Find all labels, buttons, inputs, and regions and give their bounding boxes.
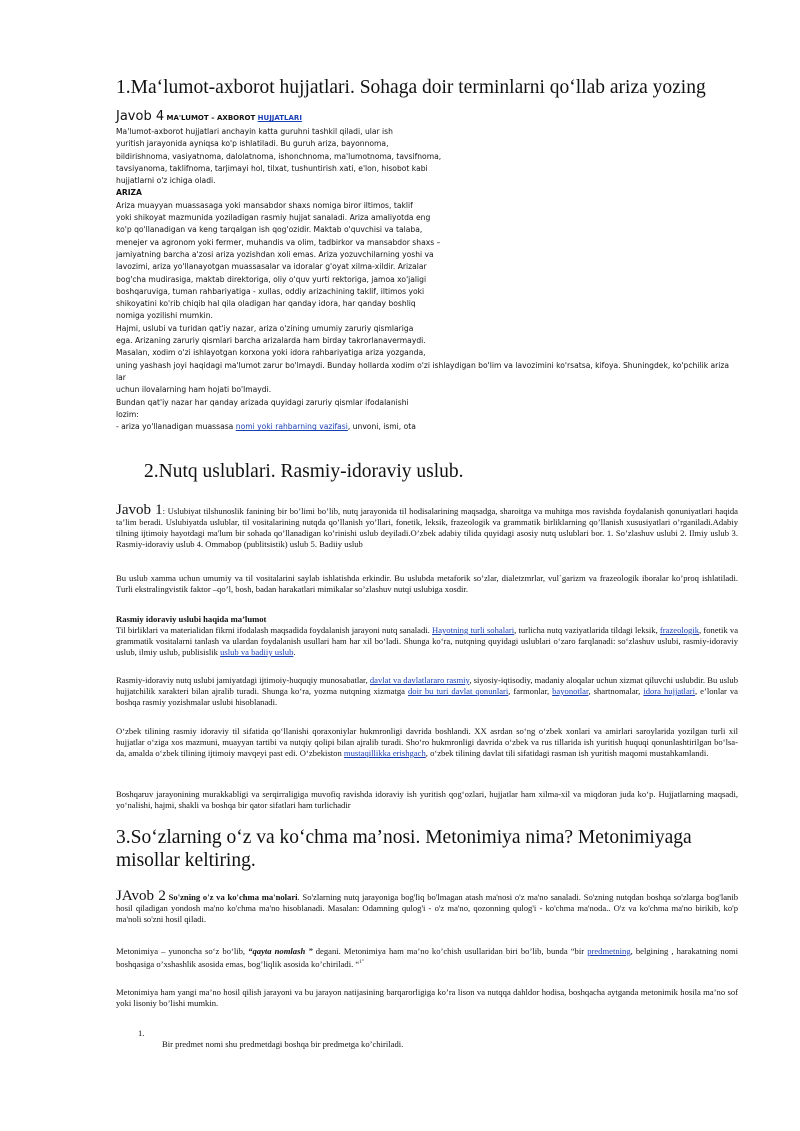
- inline-link[interactable]: frazeologik: [659, 625, 700, 635]
- text-line: Ma'lumot-axborot hujjatlari anchayin katta guruhni tashkil qiladi, ular ish: [116, 127, 393, 136]
- answer-heading: MA'LUMOT – AXBOROT: [166, 114, 256, 122]
- inline-link[interactable]: mustaqillikka erishgach: [343, 748, 426, 758]
- text-line: hujjatlarni o'z ichiga oladi.: [116, 176, 216, 186]
- text-line: bildirishnoma, vasiyatnoma, dalolatnoma, ishonchnoma, ma'lumotnoma, tavsifnoma,: [116, 151, 442, 161]
- inline-link[interactable]: predmetning: [587, 946, 631, 956]
- text-line: menejer va agronom yoki fermer, muhandis va olim, tadbirkor va mansabdor shaxs –: [116, 237, 441, 247]
- italic-term: “qayta nomlash ”: [248, 946, 313, 956]
- bold-term: So'zning o'z va ko'chma ma'nolari: [168, 892, 298, 902]
- answer-heading-link[interactable]: HUJJATLARI: [257, 114, 302, 122]
- ariza-paragraph: [116, 200, 756, 421]
- section-3-paragraph-1: [116, 888, 739, 925]
- inline-link[interactable]: uslub va badiiy uslub: [220, 647, 294, 657]
- section-3-title: 3.So‘zlarning o‘z va ko‘chma ma’nosi. Metonimiya nima? Metonimiyaga misollar keltiring.: [116, 827, 692, 871]
- ariza-last-line: [116, 421, 756, 433]
- section-2-paragraph-4: [116, 675, 738, 708]
- text-span: , o‘zbek tilining davlat tili sifatidagi rasman ish yuritish maqomi mustahkamlandi.: [425, 748, 709, 758]
- text-line: Bundan qat'iy nazar har qanday arizada quyidagi zaruriy qismlar ifodalanishi: [116, 397, 409, 407]
- text-line: uning yashash joyi haqidagi ma'lumot zarur bo'lmaydi. Bunday hollarda xodim o'zi ishlaydigan bo'lim va lavozimini ko'rsatsa, kifoya. Shuningdek, ko'pchilik ariza: [116, 360, 730, 370]
- text-span: . So'zlarning nutq jarayoniga bog'liq bo'lmagan atash ma'nosi o'z ma'no sanaladi. So'zning nutqdan boshqa so'zlarga bog'lanib hosil qiladigan yondosh ma'no ko'chma ma'no hisoblanadi. Masalan: Odamning qulog'i - o'z ma'no, qozonning qulog'i - ko'chma ma'noda.. O'z va ko'chma ma'no birikib, ko'p ma'noli so'zni hosil qiladi.: [116, 892, 739, 924]
- text-span: Rasmiy-idoraviy nutq uslubi jamiyatdagi ijtimoiy-huquqiy munosabatlar,: [116, 675, 370, 685]
- section-2-paragraph-5: [116, 726, 738, 759]
- text-line: yuritish jarayonida ayniqsa ko'p ishlatiladi. Bu guruh ariza, bayonnoma,: [116, 139, 389, 149]
- section-1-answer: [116, 109, 756, 433]
- intro-paragraph: [116, 126, 756, 187]
- ariza-heading: ARIZA: [116, 188, 142, 198]
- answer-label: JAvob 2: [116, 888, 166, 904]
- text-span: .: [293, 647, 296, 657]
- text-line: lar: [116, 372, 126, 382]
- section-3-paragraph-3: Metonimiya ham yangi ma’no hosil qilish jarayoni va bu jarayon natijasining barqarorligiga ko’ra lison va nutqqa dahldor hodisa, boshqacha aytganda metonimik hosila ma’no sof yoki lisoniy bo’lishi mumkin.: [116, 987, 738, 1008]
- text-line: ega. Arizaning zaruriy qismlari barcha arizalarda ham birday takrorlanavermaydi.: [116, 336, 426, 346]
- text-line: nomiga yozilishi mumkin.: [116, 311, 213, 321]
- answer-label: Javob 4: [116, 109, 165, 124]
- section-2-paragraph-3: [116, 614, 738, 658]
- text-line: uchun ilovalarning ham hojati bo'lmaydi.: [116, 385, 272, 395]
- text-line: ko'p qo'llanadigan va keng tarqalgan ish qog'ozidir. Maktab o'quvchisi va talaba,: [116, 225, 423, 235]
- section-2-title: 2.Nutq uslublari. Rasmiy-idoraviy uslub.: [144, 461, 464, 482]
- inline-link[interactable]: nomi yoki rahbarning vazifasi: [235, 422, 348, 432]
- text-span: , belgining , harakatning nomi boshqasiga o’xshashlik asosida emas, bog’liqlik asosida ko’chiriladi. “: [116, 946, 738, 969]
- text-span: O‘zbek tilining rasmiy idoraviy til sifatida qo‘llanishi qoraxoniylar hukmronligi davrida boshlandi. XX asrdan so‘ng o‘zbek xonlari va amirlari saroylarida yozilgan turli xil hujjatlar o‘ziga xos mazmuni, muayyan tartibi va nutqiy qolipi bilan ajralib turadi. Sho‘ro hukmronligi davrida o‘zbek va rus tillarida ish yuritish huquqi qonunlashtirilgan bo‘lsa-da, amalda o‘zbek tilining ijtimoiy mavqeyi past edi. O‘zbekiston: [116, 726, 738, 758]
- text-span: , siyosiy-iqtisodiy, madaniy aloqalar uchun xizmat qiluvchi uslubdir. Bu uslub hujjatchilik xarakteri bilan ajralib turadi. Shunga ko‘ra, yozma nutqning xizmatga: [116, 675, 739, 696]
- text-span: - ariza yo'llanadigan muassasa: [116, 422, 236, 432]
- inline-link[interactable]: idora hujjatlari: [643, 686, 696, 696]
- text-line: shikoyatini ko'rib chiqib hal qila oladigan har qanday idora, har qanday boshliq: [116, 299, 416, 309]
- list-item-text: Bir predmet nomi shu predmetdagi boshqa bir predmetga ko’chiriladi.: [162, 1039, 404, 1049]
- text-span: Til birliklari va materialidan fikrni ifodalash maqsadida foydalanish jarayoni nutq sanaladi.: [116, 625, 432, 635]
- inline-link[interactable]: Hayotning turli sohalari: [431, 625, 515, 635]
- section-3-paragraph-2: [116, 946, 738, 970]
- text-line: yoki shikoyat mazmunida yoziladigan rasmiy hujjat sanaladi. Ariza amaliyotda eng: [116, 213, 431, 223]
- inline-link[interactable]: davlat va davlatlararo rasmiy: [369, 675, 470, 685]
- text-line: lozim:: [116, 409, 139, 419]
- text-span: , farmonlar,: [508, 686, 553, 696]
- answer-label: Javob 1: [116, 502, 163, 518]
- text-span: : Uslubiyat tilshunoslik fanining bir bo’limi bo’lib, nutq jarayonida til hodisalarining maqsadga, sharoitga va muhitga mos ravishda foydalanish qonuniyatlari haqida ta’lim beradi. Uslubiyatda uslublar, til vositalarining nutqda qo’llanish yo’llari, fonetik, leksik, frazeologik va grammatik birliklarning qo’llanish xususiyatlari o’rganiladi.Adabiy tilning ijtimoiy hayotdagi ma'lum bir sohada qo’llanadigan ko’rinishi uslub deyiladi.O’zbek adabiy tilida quyidagi asosiy nutq uslublari bor. 1. So’zlashuv uslubi 2. Ilmiy uslub 3. Rasmiy-idoraviy uslub 4. Ommabop (publitsistik) uslub 5. Badiiy uslub: [116, 506, 738, 549]
- text-span: , unvoni, ismi, ota: [347, 422, 416, 432]
- text-span: degani. Metonimiya ham ma’no ko’chish usullaridan biri bo’lib, bunda “bir: [312, 946, 588, 956]
- text-line: bog'cha mudirasiga, maktab direktoriga, oliy o'quv yurti rektoriga, jamoa xo'jaligi: [116, 274, 427, 284]
- inline-link[interactable]: doir bu turi davlat qonunlari: [407, 686, 509, 696]
- text-span: , shartnomalar,: [588, 686, 644, 696]
- list-number: 1.: [138, 1028, 145, 1038]
- footnote-ref[interactable]: 1”: [359, 960, 364, 965]
- paragraph-heading: Rasmiy idoraviy uslubi haqida ma’lumot: [116, 614, 267, 624]
- text-span: Metonimiya – yunoncha so‘z bo‘lib,: [116, 946, 249, 956]
- text-line: Masalan, xodim o'zi ishlayotgan korxona yoki idora rahbariyatiga ariza yozganda,: [116, 348, 426, 358]
- text-span: , turlicha nutq vaziyatlarida tildagi leksik,: [514, 625, 660, 635]
- section-2-paragraph-2: Bu uslub xamma uchun umumiy va til vositalarini saylab ishlatishda erkindir. Bu uslubda metaforik so’zlar, dialetzmrlar, vul`garizm va frazeologik iboralar ko’proq ishlatiladi. Turli ekstralingvistik faktor –qo’l, bosh, badan harakatlari mimikalar so’zlashuv nutqi uslubiga xosdir.: [116, 573, 738, 594]
- section-1-title: 1.Ma‘lumot-axborot hujjatlari. Sohaga doir terminlarni qo‘llab ariza yozing: [116, 77, 706, 98]
- text-line: tavsiyanoma, taklifnoma, tarjimayi hol, tilxat, tushuntirish xati, e'lon, hisobot kabi: [116, 163, 428, 173]
- text-line: Ariza muayyan muassasaga yoki mansabdor shaxs nomiga biror iltimos, taklif: [116, 200, 413, 210]
- section-2-paragraph-1: [116, 502, 738, 550]
- text-line: boshqaruviga, tuman rahbariyatiga - xullas, oddiy arizachining taklif, iltimos yoki: [116, 286, 425, 296]
- section-2-paragraph-6: Boshqaruv jarayonining murakkabligi va serqirraligiga muvofiq ravishda idoraviy ish yuritish qog‘ozlari, hujjatlar ham xilma-xil va miqdoran juda ko‘p. Hujjatlarning maqsadi, yo‘nalishi, hajmi, shakli va boshqa bir qator sifatlari ham turlichadir: [116, 789, 738, 810]
- text-span: , e’lonlar va boshqa rasmiy yozishmalar uslubi hisoblanadi.: [116, 686, 738, 707]
- text-line: Hajmi, uslubi va turidan qat'iy nazar, ariza o'zining umumiy zaruriy qismlariga: [116, 323, 414, 333]
- inline-link[interactable]: bayonotlar: [552, 686, 589, 696]
- text-line: lavozimi, ariza yo'llanayotgan muassasalar va idoralar g'oyat xilma-xildir. Arizalar: [116, 262, 427, 272]
- text-span: , fonetik va grammatik vositalarni tanlash va ulardan foydalanish usullari ham har xil bo‘ladi. Shunga ko‘ra, nutqning quyidagi uslublari o‘zaro farqlanadi: so‘zlashuv uslubi, rasmiy-idoraviy uslub, ilmiy uslub, publisislik: [116, 625, 739, 657]
- text-line: jamiyatning barcha a'zosi ariza yozishdan xoli emas. Ariza yozuvchilarning yoshi va: [116, 249, 434, 259]
